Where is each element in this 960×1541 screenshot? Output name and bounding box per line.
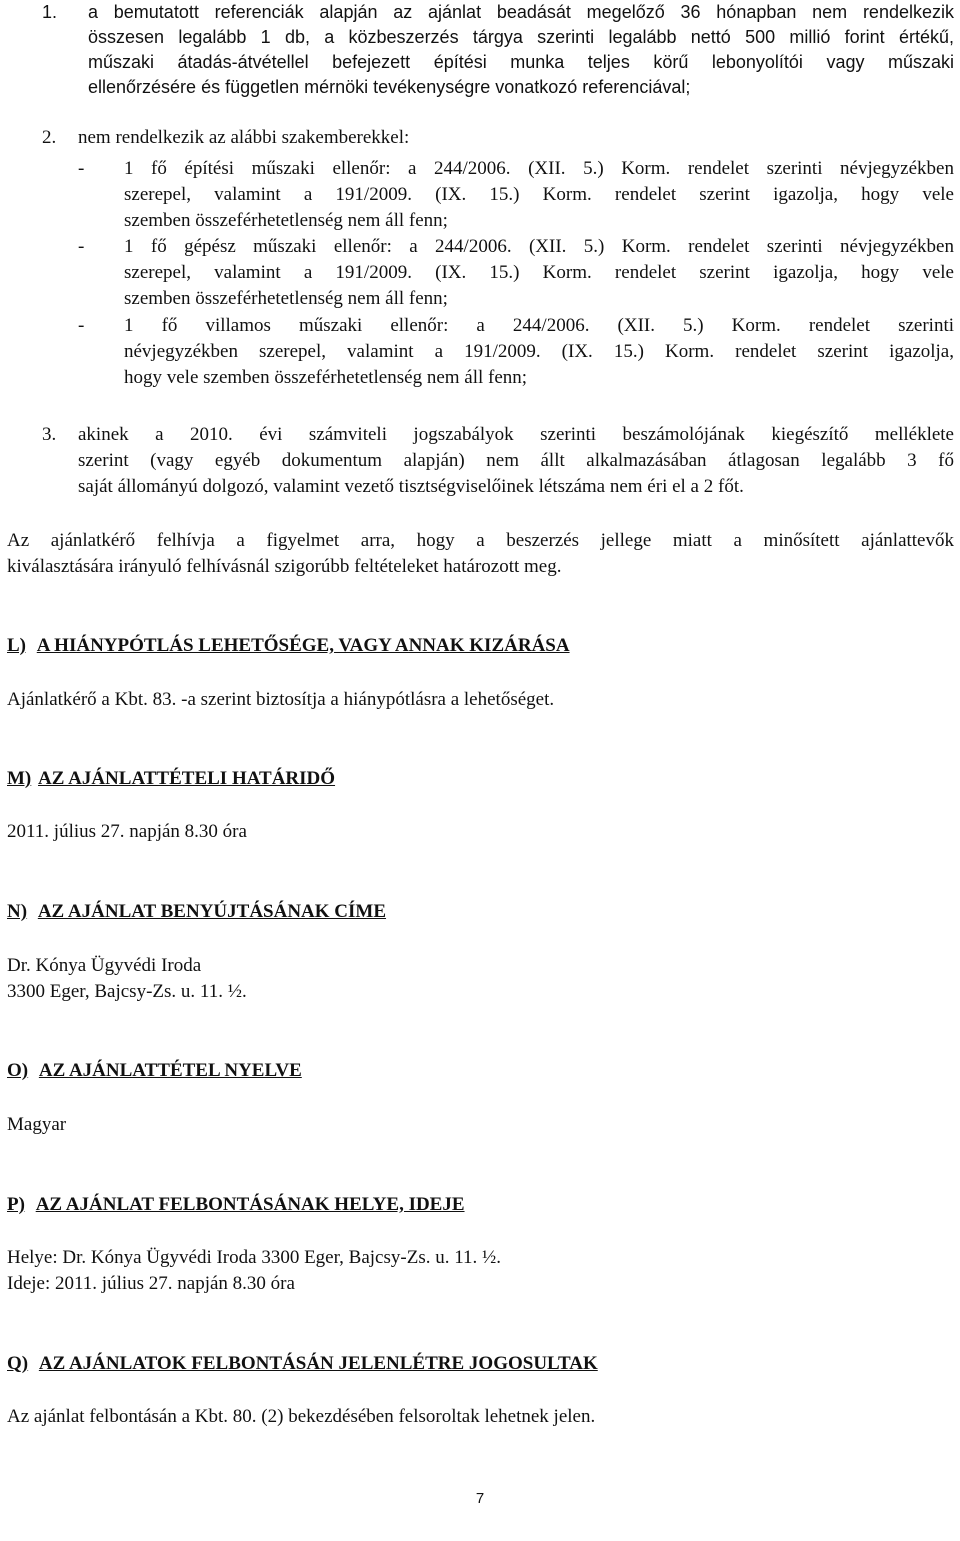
text-line: 1 fő gépész műszaki ellenőr: a 244/2006. (XII. 5.) Korm. rendelet szerinti névjegyzékben: [124, 236, 954, 257]
section-label: M): [7, 768, 32, 789]
text-line: Az ajánlatkérő felhívja a figyelmet arra, hogy a beszerzés jellege miatt a minősített ajánlattevők: [7, 530, 954, 551]
section-title: AZ AJÁNLATTÉTEL NYELVE: [38, 1060, 302, 1081]
section-body: Az ajánlat felbontásán a Kbt. 80. (2) bekezdésében felsoroltak lehetnek jelen.: [7, 1406, 596, 1427]
section-body: Magyar: [7, 1114, 67, 1135]
section-heading: [7, 1059, 302, 1083]
section-heading: [7, 634, 570, 658]
address-line: 3300 Eger, Bajcsy-Zs. u. 11. ½.: [7, 981, 247, 1002]
text-line: névjegyzékben szerepel, valamint a 191/2009. (IX. 15.) Korm. rendelet szerint igazolja,: [124, 341, 954, 362]
section-label: Q): [7, 1353, 29, 1374]
list-number: 3.: [42, 424, 57, 445]
section-title: AZ AJÁNLAT BENYÚJTÁSÁNAK CÍME: [37, 901, 387, 922]
section-body: 2011. július 27. napján 8.30 óra: [7, 821, 247, 842]
text-line: saját állományú dolgozó, valamint vezető tisztségviselőinek létszáma nem éri el a 2 főt.: [78, 476, 744, 497]
section-label: N): [7, 901, 28, 922]
list-number: 2.: [42, 127, 57, 148]
section-heading: [7, 900, 386, 924]
section-heading: [7, 1352, 598, 1376]
section-title: A HIÁNYPÓTLÁS LEHETŐSÉGE, VAGY ANNAK KIZÁRÁSA: [36, 635, 570, 656]
section-label: P): [7, 1194, 25, 1215]
section-body: Helye: Dr. Kónya Ügyvédi Iroda 3300 Eger, Bajcsy-Zs. u. 11. ½.: [7, 1247, 502, 1268]
section-label: O): [7, 1060, 29, 1081]
list-number: 1.: [42, 2, 58, 22]
text-line: szerepel, valamint a 191/2009. (IX. 15.) Korm. rendelet szerint igazolja, hogy vele: [124, 184, 954, 205]
text-line: szemben összeférhetetlenség nem áll fenn;: [124, 288, 448, 309]
dash-bullet: -: [78, 315, 85, 336]
text-line: akinek a 2010. évi számviteli jogszabályok szerinti beszámolójának kiegészítő melléklete: [78, 424, 954, 445]
text-line: szemben összeférhetetlenség nem áll fenn;: [124, 210, 448, 231]
text-line: hogy vele szemben összeférhetetlenség nem áll fenn;: [124, 367, 528, 388]
section-title: AZ AJÁNLATOK FELBONTÁSÁN JELENLÉTRE JOGOSULTAK: [38, 1353, 598, 1374]
page-number: 7: [475, 1490, 485, 1507]
section-heading: [7, 767, 335, 791]
text-line: a bemutatott referenciák alapján az ajánlat beadását megelőző 36 hónapban nem rendelkezik: [88, 2, 954, 22]
section-label: L): [7, 635, 26, 656]
text-line: nem rendelkezik az alábbi szakemberekkel:: [78, 127, 410, 148]
text-line: 1 fő villamos műszaki ellenőr: a 244/2006. (XII. 5.) Korm. rendelet szerinti: [124, 315, 954, 336]
dash-bullet: -: [78, 236, 85, 257]
section-body: Ideje: 2011. július 27. napján 8.30 óra: [7, 1273, 295, 1294]
section-title: AZ AJÁNLATTÉTELI HATÁRIDŐ: [38, 768, 336, 789]
text-line: szerepel, valamint a 191/2009. (IX. 15.) Korm. rendelet szerint igazolja, hogy vele: [124, 262, 954, 283]
text-line: műszaki átadás-átvétellel befejezett építési munka teljes körű lebonyolítói vagy műszaki: [88, 52, 954, 72]
text-line: összesen legalább 1 db, a közbeszerzés tárgya szerinti legalább nettó 500 millió forint értékű,: [88, 27, 954, 47]
address-line: Dr. Kónya Ügyvédi Iroda: [7, 955, 202, 976]
text-line: 1 fő építési műszaki ellenőr: a 244/2006. (XII. 5.) Korm. rendelet szerinti névjegyzékben: [124, 158, 954, 179]
section-heading: [7, 1193, 465, 1217]
section-title: AZ AJÁNLAT FELBONTÁSÁNAK HELYE, IDEJE: [35, 1194, 465, 1215]
text-line: szerint (vagy egyéb dokumentum alapján) nem állt alkalmazásában átlagosan legalább 3 fő: [78, 450, 954, 471]
text-line: kiválasztására irányuló felhívásnál szigorúbb feltételeket határozott meg.: [7, 556, 562, 577]
section-body: Ajánlatkérő a Kbt. 83. -a szerint biztosítja a hiánypótlásra a lehetőséget.: [7, 689, 555, 710]
dash-bullet: -: [78, 158, 85, 179]
text-line: ellenőrzésére és független mérnöki tevékenységre vonatkozó referenciával;: [88, 77, 691, 97]
